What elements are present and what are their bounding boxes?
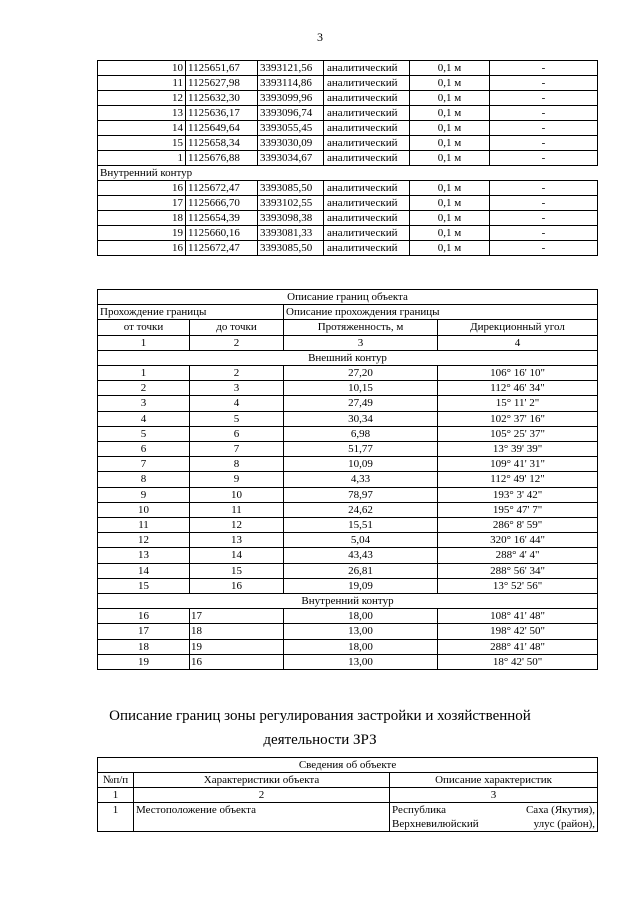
inner-contour-label: Внутренний контур: [98, 594, 598, 609]
coordinate-x: 1125636,17: [186, 106, 258, 121]
accuracy-cell: 0,1 м: [410, 76, 490, 91]
angle-cell: 320° 16' 44": [438, 533, 598, 548]
zone-heading: Описание границ зоны регулирования застройки и хозяйственной: [109, 708, 531, 724]
method-cell: аналитический: [324, 76, 410, 91]
point-number: 13: [98, 106, 186, 121]
length-cell: 43,43: [284, 548, 438, 563]
object-info-title: Сведения об объекте: [98, 758, 598, 773]
coordinate-x: 1125660,16: [186, 226, 258, 241]
coordinate-y: 3393096,74: [258, 106, 324, 121]
length-cell: 5,04: [284, 533, 438, 548]
coordinate-y: 3393085,50: [258, 181, 324, 196]
length-cell: 51,77: [284, 442, 438, 457]
coordinate-row: [98, 76, 598, 91]
coordinate-row: [98, 151, 598, 166]
to-point: 4: [190, 396, 284, 411]
description-text: Республика: [392, 804, 447, 816]
note-cell: -: [490, 106, 598, 121]
length-cell: 30,34: [284, 411, 438, 426]
description-text: Верхневилюйский: [392, 818, 479, 830]
angle-cell: 15° 11' 2": [438, 396, 598, 411]
angle-cell: 13° 52' 56": [438, 578, 598, 593]
angle-cell: 106° 16' 10": [438, 366, 598, 381]
accuracy-cell: 0,1 м: [410, 151, 490, 166]
from-point: 4: [98, 411, 190, 426]
to-point: 11: [190, 502, 284, 517]
length-cell: 13,00: [284, 654, 438, 669]
point-number: 12: [98, 91, 186, 106]
accuracy-cell: 0,1 м: [410, 121, 490, 136]
col-description-header: Описание характеристик: [390, 773, 598, 788]
note-cell: -: [490, 61, 598, 76]
to-point: 16: [190, 654, 284, 669]
angle-cell: 195° 47' 7": [438, 502, 598, 517]
from-point: 6: [98, 442, 190, 457]
col-from-header: от точки: [98, 320, 190, 335]
boundary-description-table: [97, 289, 598, 670]
coordinate-y: 3393030,09: [258, 136, 324, 151]
coordinate-y: 3393114,86: [258, 76, 324, 91]
method-cell: аналитический: [324, 91, 410, 106]
to-point: 10: [190, 487, 284, 502]
point-number: 11: [98, 76, 186, 91]
coordinate-y: 3393121,56: [258, 61, 324, 76]
length-cell: 6,98: [284, 426, 438, 441]
boundary-row: [98, 563, 598, 578]
accuracy-cell: 0,1 м: [410, 196, 490, 211]
col-length-header: Протяженность, м: [284, 320, 438, 335]
accuracy-cell: 0,1 м: [410, 61, 490, 76]
point-number: 10: [98, 61, 186, 76]
inner-contour-label: Внутренний контур: [98, 166, 598, 181]
boundary-table-title: Описание границ объекта: [98, 290, 598, 305]
col-number: 2: [134, 788, 390, 803]
from-point: 2: [98, 381, 190, 396]
note-cell: -: [490, 196, 598, 211]
coordinate-row: [98, 241, 598, 256]
col-number: 3: [284, 335, 438, 350]
boundary-row: [98, 533, 598, 548]
boundary-row: [98, 639, 598, 654]
coordinate-x: 1125676,88: [186, 151, 258, 166]
description-text: улус (район),: [533, 818, 596, 830]
coordinate-row: [98, 211, 598, 226]
note-cell: -: [490, 76, 598, 91]
from-point: 19: [98, 654, 190, 669]
length-cell: 15,51: [284, 518, 438, 533]
angle-cell: 105° 25' 37": [438, 426, 598, 441]
coordinate-x: 1125658,34: [186, 136, 258, 151]
coordinate-row: [98, 136, 598, 151]
coordinate-x: 1125672,47: [186, 181, 258, 196]
to-point: 19: [190, 639, 284, 654]
method-cell: аналитический: [324, 181, 410, 196]
length-cell: 4,33: [284, 472, 438, 487]
from-point: 1: [98, 366, 190, 381]
length-cell: 27,20: [284, 366, 438, 381]
note-cell: -: [490, 151, 598, 166]
angle-cell: 102° 37' 16": [438, 411, 598, 426]
method-cell: аналитический: [324, 136, 410, 151]
length-cell: 26,81: [284, 563, 438, 578]
to-point: 2: [190, 366, 284, 381]
from-point: 12: [98, 533, 190, 548]
method-cell: аналитический: [324, 241, 410, 256]
angle-cell: 108° 41' 48": [438, 609, 598, 624]
col-number: 1: [98, 788, 134, 803]
boundary-row: [98, 548, 598, 563]
method-cell: аналитический: [324, 106, 410, 121]
col-number: 1: [98, 335, 190, 350]
length-cell: 10,15: [284, 381, 438, 396]
length-cell: 19,09: [284, 578, 438, 593]
coordinate-y: 3393099,96: [258, 91, 324, 106]
to-point: 3: [190, 381, 284, 396]
point-number: 19: [98, 226, 186, 241]
from-point: 7: [98, 457, 190, 472]
boundary-row: [98, 381, 598, 396]
angle-cell: 18° 42' 50": [438, 654, 598, 669]
row-number: 1: [98, 803, 134, 832]
description-cell: [390, 803, 598, 832]
to-point: 18: [190, 624, 284, 639]
to-point: 12: [190, 518, 284, 533]
angle-cell: 112° 46' 34": [438, 381, 598, 396]
boundary-row: [98, 442, 598, 457]
note-cell: -: [490, 226, 598, 241]
boundary-row: [98, 502, 598, 517]
point-number: 1: [98, 151, 186, 166]
boundary-row: [98, 624, 598, 639]
from-point: 9: [98, 487, 190, 502]
coordinate-y: 3393102,55: [258, 196, 324, 211]
note-cell: -: [490, 181, 598, 196]
from-point: 14: [98, 563, 190, 578]
angle-cell: 288° 56' 34": [438, 563, 598, 578]
coordinate-y: 3393085,50: [258, 241, 324, 256]
angle-cell: 109° 41' 31": [438, 457, 598, 472]
from-point: 8: [98, 472, 190, 487]
col-number: 3: [390, 788, 598, 803]
angle-cell: 112° 49' 12": [438, 472, 598, 487]
from-point: 13: [98, 548, 190, 563]
inner-contour-row: [98, 166, 598, 181]
length-cell: 78,97: [284, 487, 438, 502]
coordinates-table: [97, 60, 598, 256]
to-point: 6: [190, 426, 284, 441]
boundary-row: [98, 609, 598, 624]
accuracy-cell: 0,1 м: [410, 241, 490, 256]
point-number: 16: [98, 181, 186, 196]
object-info-table: [97, 757, 598, 832]
coordinate-row: [98, 181, 598, 196]
from-point: 11: [98, 518, 190, 533]
coordinate-y: 3393098,38: [258, 211, 324, 226]
length-cell: 10,09: [284, 457, 438, 472]
outer-contour-label: Внешний контур: [98, 350, 598, 365]
method-cell: аналитический: [324, 121, 410, 136]
to-point: 5: [190, 411, 284, 426]
coordinate-y: 3393034,67: [258, 151, 324, 166]
coordinate-x: 1125654,39: [186, 211, 258, 226]
accuracy-cell: 0,1 м: [410, 106, 490, 121]
length-cell: 18,00: [284, 609, 438, 624]
note-cell: -: [490, 241, 598, 256]
point-number: 16: [98, 241, 186, 256]
boundary-row: [98, 578, 598, 593]
from-point: 16: [98, 609, 190, 624]
coordinate-row: [98, 106, 598, 121]
boundary-row: [98, 487, 598, 502]
coordinate-row: [98, 226, 598, 241]
method-cell: аналитический: [324, 61, 410, 76]
point-number: 14: [98, 121, 186, 136]
coordinate-row: [98, 121, 598, 136]
to-point: 17: [190, 609, 284, 624]
note-cell: -: [490, 211, 598, 226]
coordinate-x: 1125627,98: [186, 76, 258, 91]
to-point: 7: [190, 442, 284, 457]
angle-cell: 288° 4' 4": [438, 548, 598, 563]
length-cell: 24,62: [284, 502, 438, 517]
boundary-description-header: Описание прохождения границы: [284, 305, 598, 320]
method-cell: аналитический: [324, 151, 410, 166]
col-number: 4: [438, 335, 598, 350]
method-cell: аналитический: [324, 196, 410, 211]
point-number: 15: [98, 136, 186, 151]
description-text: Саха (Якутия),: [525, 804, 596, 816]
to-point: 8: [190, 457, 284, 472]
point-number: 17: [98, 196, 186, 211]
col-number: 2: [190, 335, 284, 350]
boundary-row: [98, 411, 598, 426]
from-point: 17: [98, 624, 190, 639]
from-point: 15: [98, 578, 190, 593]
length-cell: 18,00: [284, 639, 438, 654]
coordinate-x: 1125672,47: [186, 241, 258, 256]
coordinate-y: 3393081,33: [258, 226, 324, 241]
to-point: 16: [190, 578, 284, 593]
angle-cell: 286° 8' 59": [438, 518, 598, 533]
from-point: 10: [98, 502, 190, 517]
to-point: 15: [190, 563, 284, 578]
characteristic-cell: Местоположение объекта: [134, 803, 390, 832]
col-to-header: до точки: [190, 320, 284, 335]
coordinate-row: [98, 91, 598, 106]
boundary-row: [98, 472, 598, 487]
boundary-row: [98, 654, 598, 669]
boundary-passage-header: Прохождение границы: [98, 305, 284, 320]
angle-cell: 193° 3' 42": [438, 487, 598, 502]
coordinate-row: [98, 196, 598, 211]
from-point: 3: [98, 396, 190, 411]
accuracy-cell: 0,1 м: [410, 181, 490, 196]
col-num-header: №п/п: [98, 773, 134, 788]
inner-contour-row: [98, 594, 598, 609]
accuracy-cell: 0,1 м: [410, 226, 490, 241]
accuracy-cell: 0,1 м: [410, 91, 490, 106]
coordinate-x: 1125666,70: [186, 196, 258, 211]
from-point: 5: [98, 426, 190, 441]
angle-cell: 198° 42' 50": [438, 624, 598, 639]
accuracy-cell: 0,1 м: [410, 211, 490, 226]
boundary-row: [98, 396, 598, 411]
page-number: 3: [317, 30, 323, 44]
to-point: 13: [190, 533, 284, 548]
coordinate-x: 1125632,30: [186, 91, 258, 106]
angle-cell: 13° 39' 39": [438, 442, 598, 457]
point-number: 18: [98, 211, 186, 226]
length-cell: 13,00: [284, 624, 438, 639]
coordinate-y: 3393055,45: [258, 121, 324, 136]
angle-cell: 288° 41' 48": [438, 639, 598, 654]
zone-heading: деятельности ЗРЗ: [263, 732, 377, 748]
coordinate-x: 1125649,64: [186, 121, 258, 136]
boundary-row: [98, 457, 598, 472]
method-cell: аналитический: [324, 226, 410, 241]
col-angle-header: Дирекционный угол: [438, 320, 598, 335]
note-cell: -: [490, 136, 598, 151]
boundary-row: [98, 366, 598, 381]
coordinate-x: 1125651,67: [186, 61, 258, 76]
col-characteristics-header: Характеристики объекта: [134, 773, 390, 788]
accuracy-cell: 0,1 м: [410, 136, 490, 151]
from-point: 18: [98, 639, 190, 654]
to-point: 9: [190, 472, 284, 487]
coordinate-row: [98, 61, 598, 76]
note-cell: -: [490, 121, 598, 136]
boundary-row: [98, 426, 598, 441]
boundary-row: [98, 518, 598, 533]
length-cell: 27,49: [284, 396, 438, 411]
method-cell: аналитический: [324, 211, 410, 226]
to-point: 14: [190, 548, 284, 563]
note-cell: -: [490, 91, 598, 106]
